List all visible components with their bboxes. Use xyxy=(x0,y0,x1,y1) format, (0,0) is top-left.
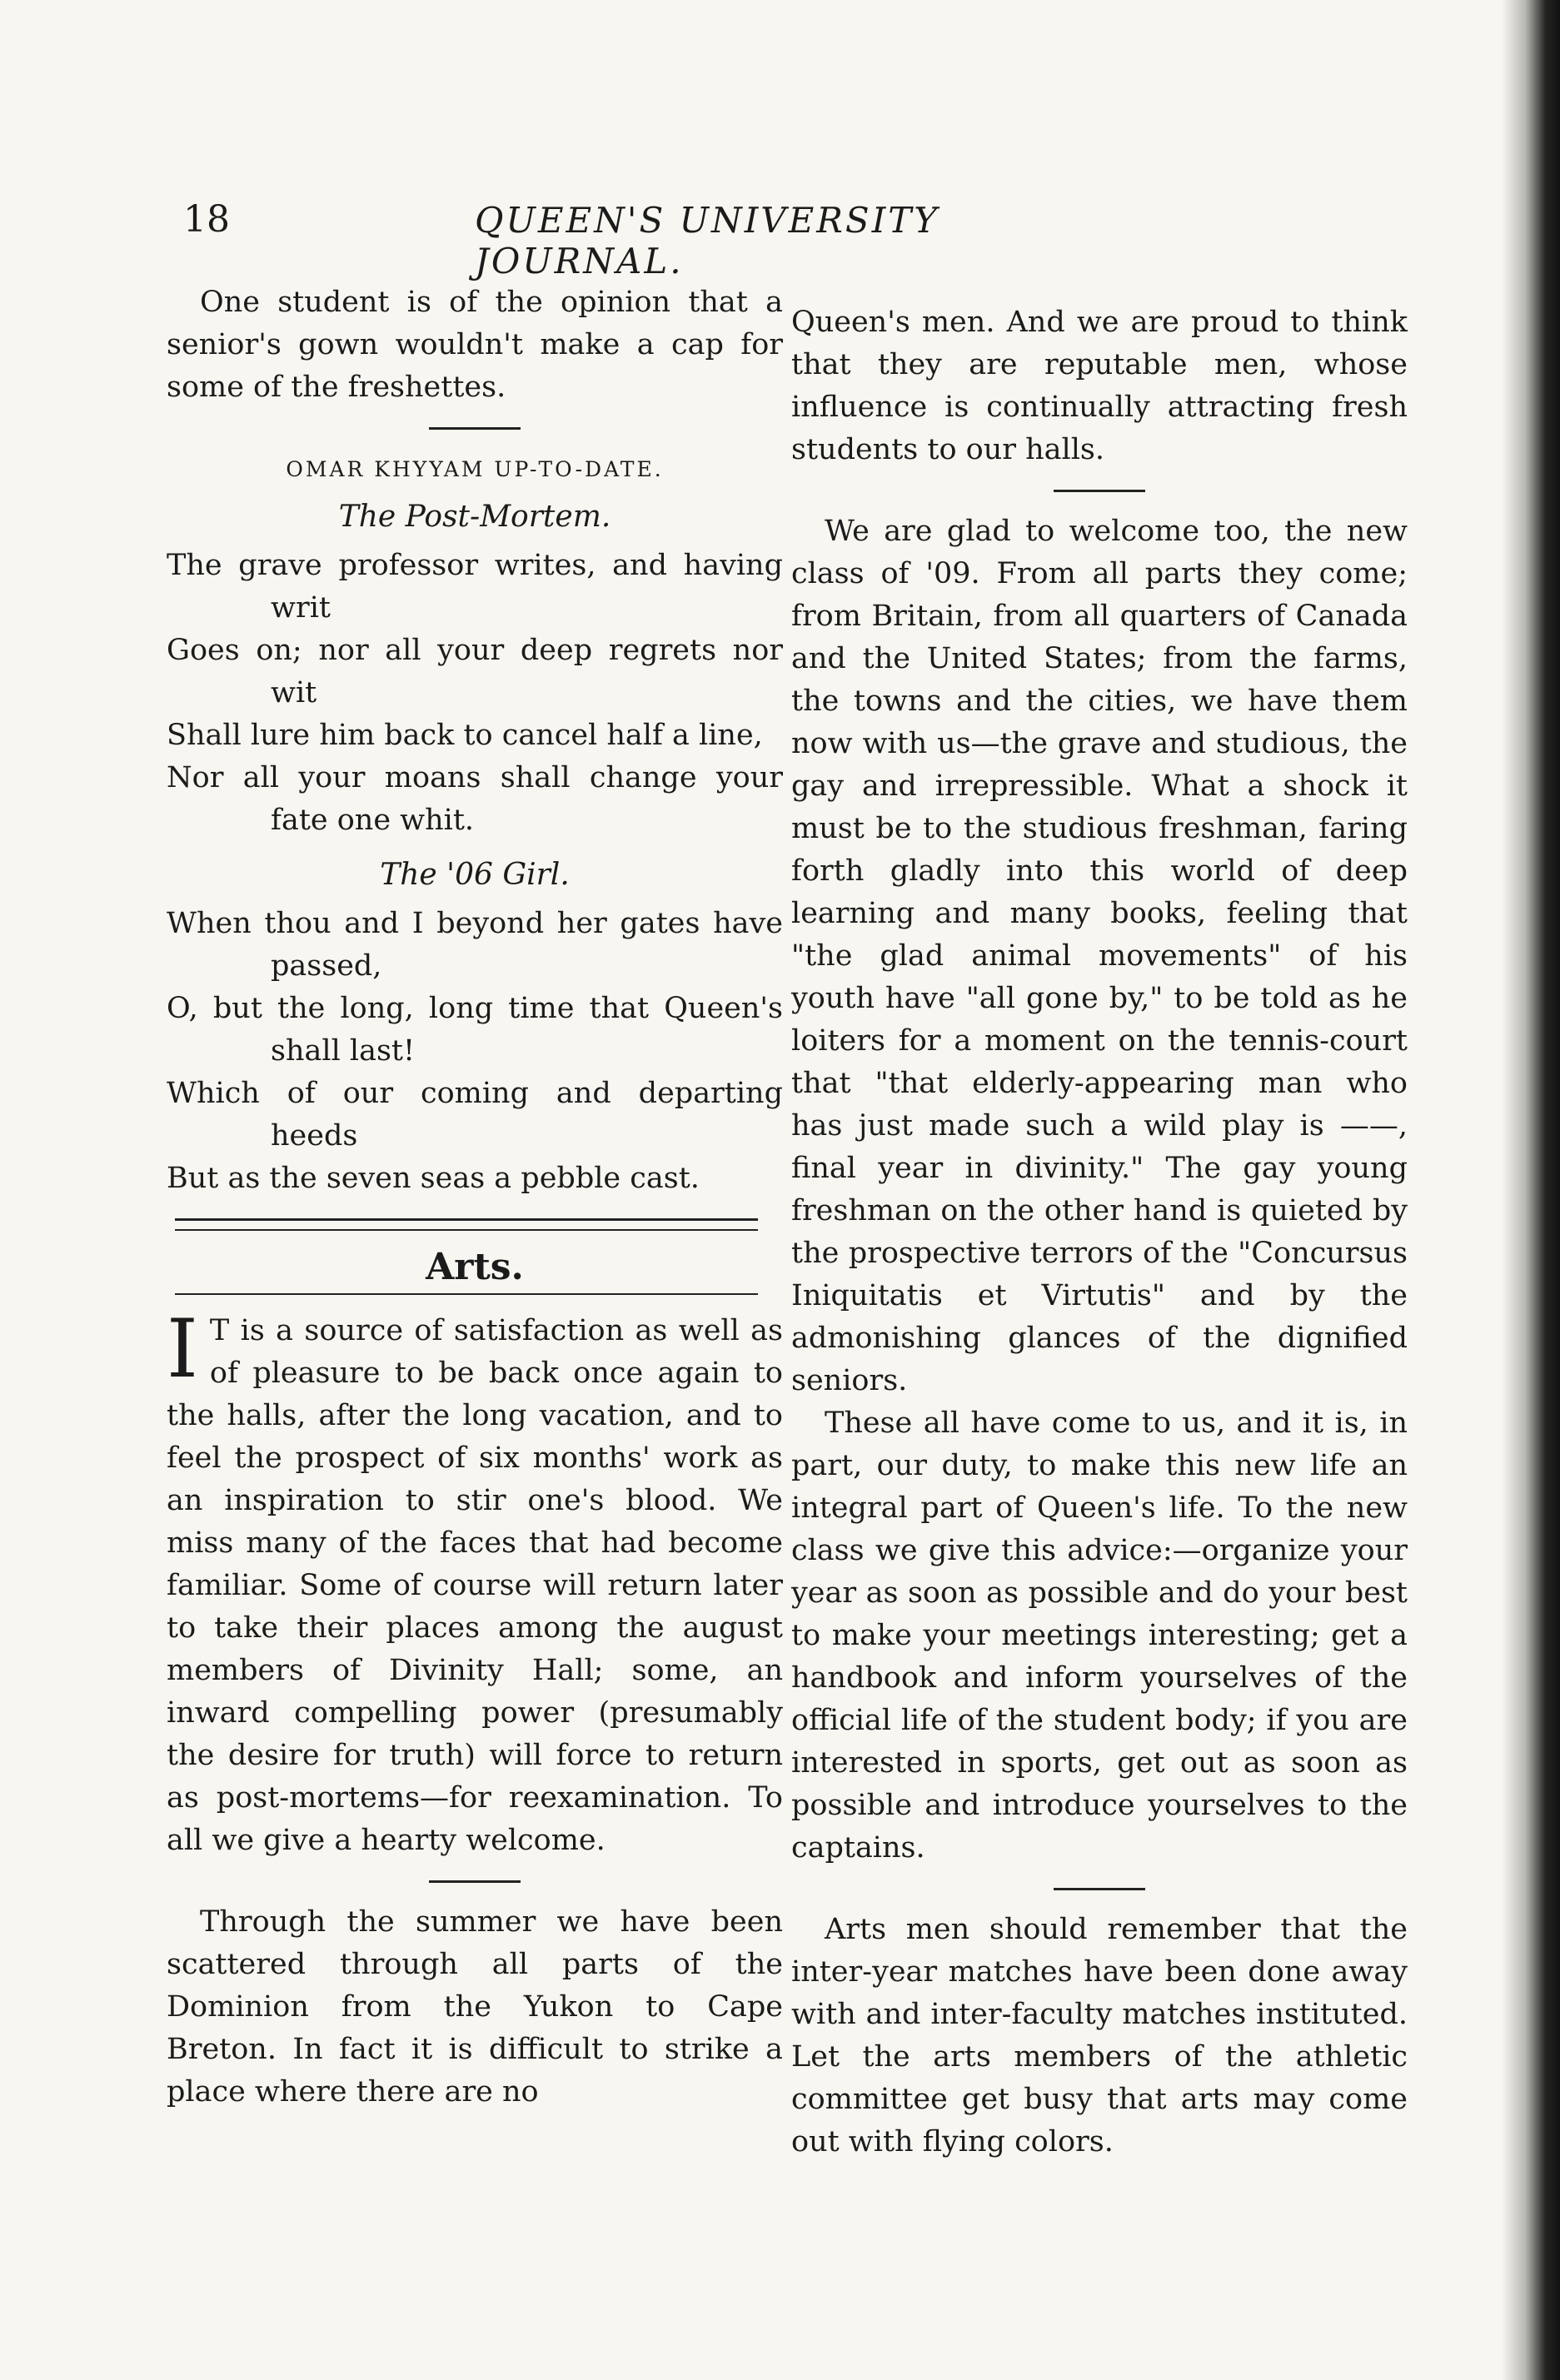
page-number: 18 xyxy=(183,198,230,241)
page-edge-shadow xyxy=(1502,0,1560,2380)
right-column xyxy=(791,301,1408,2163)
divider xyxy=(429,1880,521,1883)
verse-line: Which of our coming and departing heeds xyxy=(167,1077,783,1153)
verse-line: Goes on; nor all your deep regrets nor wit xyxy=(167,634,783,710)
verse-line: The grave professor writes, and having writ xyxy=(167,549,783,625)
poem-title-06-girl: The '06 Girl. xyxy=(380,858,570,892)
left-column xyxy=(167,281,783,2114)
continued-paragraph: Queen's men. And we are proud to think that they are reputable men, whose influence is continually attracting fresh students to our halls. xyxy=(791,306,1408,466)
verse-line: But as the seven seas a pebble cast. xyxy=(167,1162,700,1195)
section-title-underline xyxy=(175,1293,758,1295)
verse-line: O, but the long, long time that Queen's shall last! xyxy=(167,992,783,1068)
section-divider xyxy=(175,1218,758,1231)
section-title-arts: Arts. xyxy=(426,1246,524,1288)
page-header xyxy=(183,198,1141,281)
arts-paragraph: T is a source of satisfaction as well as of pleasure to be back once again to the halls, after the long vacation, and to feel the prospect of six months' work as an inspiration to stir one's blood. We miss many of the faces that had become familiar. Some of course will return later to take their places among the august members of Divinity Hall; some, an inward compelling power (presumably the desire for truth) will force to return as post-mortems—for reexamination. To all we give a hearty welcome. xyxy=(167,1314,783,1857)
journal-title: QUEEN'S UNIVERSITY JOURNAL. xyxy=(475,200,940,281)
verse-line: Shall lure him back to cancel half a line, xyxy=(167,719,763,752)
arts-paragraph: Through the summer we have been scattered through all parts of the Dominion from the Yukon to Cape Breton. In fact it is difficult to strike a place where there are no xyxy=(167,1905,783,2109)
poem-title-post-mortem: The Post-Mortem. xyxy=(338,500,611,534)
welcome-paragraph: We are glad to welcome too, the new class of '09. From all parts they come; from Britain, from all quarters of Canada and the United States; from the farms, the towns and the cities, we have them now with us—the grave and studious, the gay and irrepressible. What a shock it must be to the studious freshman, faring forth gladly into this world of deep learning and many books, feeling that "the glad animal movements" of his youth have "all gone by," to be told as he loiters for a moment on the tennis-court that "that elderly-appearing man who has just made such a wild play is ——, final year in divinity." The gay young freshman on the other hand is quieted by the prospective terrors of the "Concursus Iniquitatis et Virtutis" and by the admonishing glances of the dignified seniors. xyxy=(791,515,1408,1397)
advice-paragraph: These all have come to us, and it is, in part, our duty, to make this new life an integral part of Queen's life. To the new class we give this advice:—organize your year as soon as possible and do your best to make your meetings interesting; get a handbook and inform yourselves of the official life of the student body; if you are interested in sports, get out as soon as possible and introduce yourselves to the captains. xyxy=(791,1407,1408,1865)
athletics-paragraph: Arts men should remember that the inter-year matches have been done away with and inter-faculty matches instituted. Let the arts members of the athletic committee get busy that arts may come out with flying colors. xyxy=(791,1913,1408,2158)
poem-06-girl xyxy=(167,903,783,1200)
divider xyxy=(429,427,521,430)
arts-intro xyxy=(167,1302,783,1862)
poem-post-mortem xyxy=(167,545,783,842)
divider xyxy=(1054,1888,1145,1890)
verse-line: When thou and I beyond her gates have passed, xyxy=(167,907,783,983)
drop-cap: I xyxy=(167,1302,198,1396)
divider xyxy=(1054,490,1145,492)
poem-heading: OMAR KHYYAM UP-TO-DATE. xyxy=(286,457,664,481)
verse-line: Nor all your moans shall change your fate one whit. xyxy=(167,761,783,837)
intro-paragraph: One student is of the opinion that a senior's gown wouldn't make a cap for some of the freshettes. xyxy=(167,286,783,404)
